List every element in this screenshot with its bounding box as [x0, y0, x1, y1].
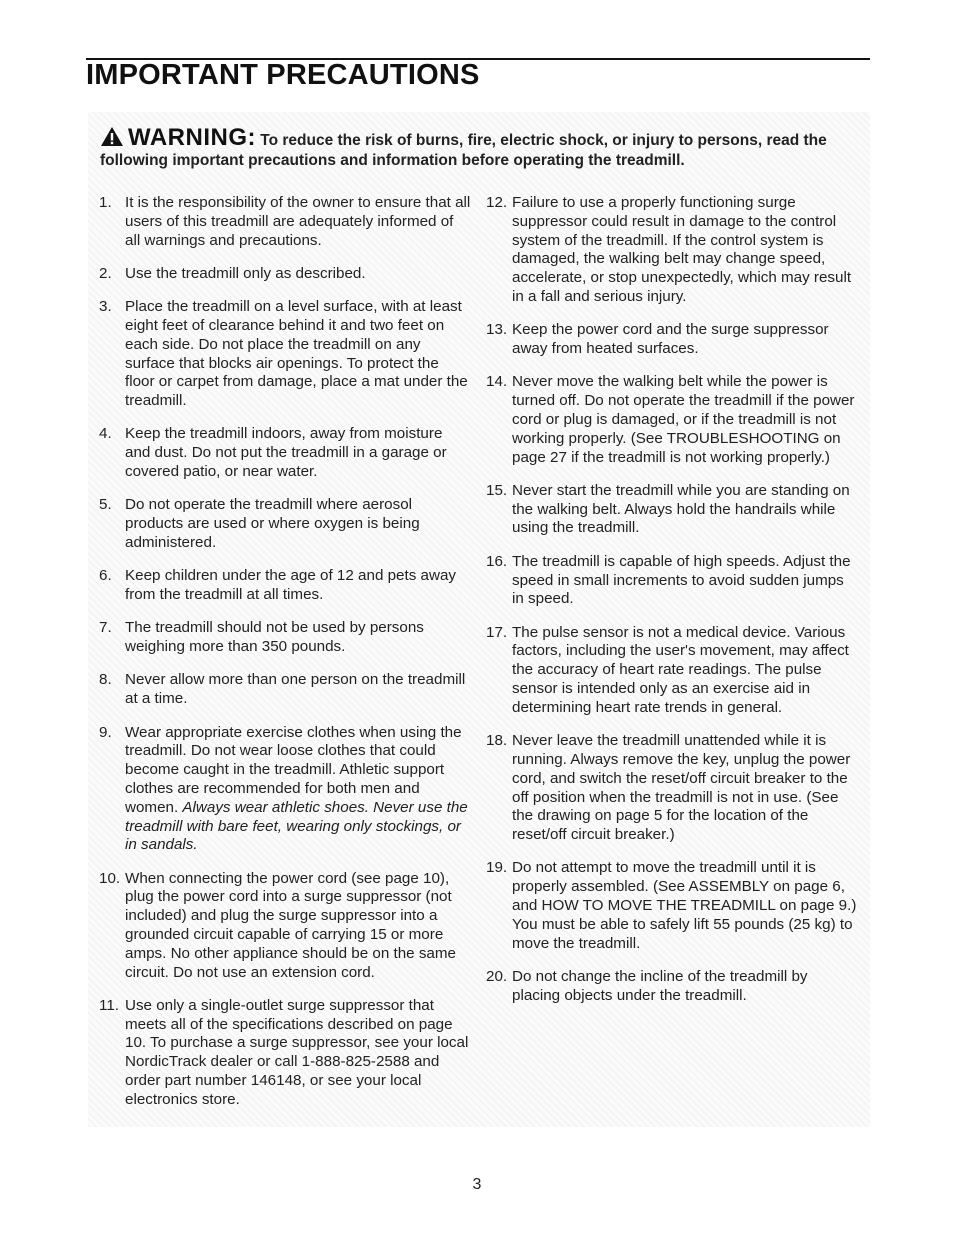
list-item: [99, 671, 471, 709]
list-item: [486, 373, 858, 467]
item-text: When connecting the power cord (see page 10), plug the power cord into a surge suppressor (not included) and plug the surge suppressor into a grounded circuit capable of carrying 15 or more amps. No other appliance should be on the same circuit. Do not use an extension cord.: [125, 869, 456, 981]
item-number: 5.: [99, 496, 112, 514]
item-text: Never move the walking belt while the power is turned off. Do not operate the treadmill if the power cord or plug is damaged, or if the treadmill is not working properly. (See TROUBLESHOOTING on page 27 if the treadmill is not working properly.): [512, 373, 855, 466]
item-text: Use the treadmill only as described.: [125, 264, 366, 282]
list-item: [99, 496, 471, 552]
list-item: [99, 997, 471, 1110]
item-text: Use only a single-outlet surge suppressor that meets all of the specifications described on page 10. To purchase a surge suppressor, see your local NordicTrack dealer or call 1-888-825-2588 and order part number 146148, or see your local electronics store.: [125, 996, 469, 1108]
item-text-italic: Always wear athletic shoes. Never use the treadmill with bare feet, wearing only stockings, or in sandals.: [125, 798, 468, 854]
list-item: [99, 425, 471, 481]
item-number: 17.: [486, 623, 508, 641]
item-text: Keep the power cord and the surge suppressor away from heated surfaces.: [512, 321, 829, 358]
list-item: [99, 724, 471, 856]
item-text: Never start the treadmill while you are standing on the walking belt. Always hold the handrails while using the treadmill.: [512, 481, 850, 537]
item-text: Never allow more than one person on the treadmill at a time.: [125, 671, 466, 708]
item-text: Never leave the treadmill unattended while it is running. Always remove the key, unplug the power cord, and switch the reset/off circuit breaker to the off position when the treadmill is not in use. (See the drawing on page 5 for the location of the reset/off circuit breaker.): [512, 732, 851, 844]
item-number: 18.: [486, 732, 508, 750]
list-item: [99, 298, 471, 411]
warning-label: WARNING:: [128, 124, 256, 151]
item-text: [125, 724, 471, 856]
list-item: [486, 624, 858, 718]
item-number: 4.: [99, 425, 112, 443]
item-number: 2.: [99, 264, 112, 282]
list-item: [486, 321, 858, 359]
list-item: [99, 265, 471, 284]
page-number: 3: [472, 1176, 482, 1193]
list-item: [486, 732, 858, 845]
list-item: [486, 553, 858, 609]
item-number: 19.: [486, 859, 508, 877]
item-text: Do not operate the treadmill where aerosol products are used or where oxygen is being administered.: [125, 496, 420, 551]
warning-text: To reduce the risk of burns, fire, electric shock, or injury to persons, read the following important precautions and information before operating the treadmill.: [100, 132, 827, 169]
item-text: The treadmill is capable of high speeds. Adjust the speed in small increments to avoid sudden jumps in speed.: [512, 552, 851, 608]
item-text: Do not attempt to move the treadmill until it is properly assembled. (See ASSEMBLY on page 6, and HOW TO MOVE THE TREADMILL on page 9.) You must be able to safely lift 55 pounds (25 kg) to move the treadmill.: [512, 859, 857, 952]
warning-triangle-icon: [100, 132, 128, 149]
item-text: Place the treadmill on a level surface, with at least eight feet of clearance behind it and two feet on each side. Do not place the treadmill on any surface that blocks air openings. To protect the floor or carpet from damage, place a mat under the treadmill.: [125, 298, 468, 410]
list-item: [99, 619, 471, 657]
list-item: [99, 194, 471, 250]
item-number: 10.: [99, 869, 121, 887]
item-number: 15.: [486, 481, 508, 499]
item-text: The pulse sensor is not a medical device. Various factors, including the user's movement, may affect the accuracy of heart rate readings. The pulse sensor is intended only as an exercise aid in determining heart rate trends in general.: [512, 623, 849, 716]
item-number: 7.: [99, 619, 112, 637]
list-item: [486, 968, 858, 1006]
list-item: [99, 870, 471, 983]
item-number: 6.: [99, 567, 112, 585]
item-text: The treadmill should not be used by persons weighing more than 350 pounds.: [125, 619, 424, 656]
item-text: Failure to use a properly functioning surge suppressor could result in damage to the control system of the treadmill. If the control system is damaged, the walking belt may change speed, accelerate, or stop unexpectedly, which may result in a fall and serious injury.: [512, 194, 852, 305]
item-text-regular: Wear appropriate exercise clothes when using the treadmill. Do not wear loose clothes that could become caught in the treadmill. Athletic support clothes are recommended for both men and women.: [125, 723, 462, 816]
item-text: It is the responsibility of the owner to ensure that all users of this treadmill are adequately informed of all warnings and precautions.: [125, 194, 471, 249]
item-number: 11.: [99, 996, 119, 1014]
list-item: [486, 482, 858, 538]
item-number: 12.: [486, 194, 508, 211]
item-number: 20.: [486, 967, 508, 985]
list-item: [486, 859, 858, 953]
item-number: 9.: [99, 723, 112, 741]
item-number: 1.: [99, 194, 112, 211]
item-number: 14.: [486, 373, 508, 391]
item-number: 3.: [99, 298, 112, 316]
right-column: [486, 194, 858, 1020]
item-number: 16.: [486, 552, 508, 570]
list-item: [486, 194, 858, 307]
item-text: Keep children under the age of 12 and pets away from the treadmill at all times.: [125, 567, 456, 604]
warning-block: [100, 126, 860, 171]
item-text: Do not change the incline of the treadmill by placing objects under the treadmill.: [512, 967, 808, 1004]
list-item: [99, 567, 471, 605]
item-number: 13.: [486, 321, 508, 339]
left-column: [99, 194, 471, 1124]
item-number: 8.: [99, 671, 112, 689]
page-title: IMPORTANT PRECAUTIONS: [86, 59, 480, 91]
item-text: Keep the treadmill indoors, away from moisture and dust. Do not put the treadmill in a garage or covered patio, or near water.: [125, 425, 447, 481]
